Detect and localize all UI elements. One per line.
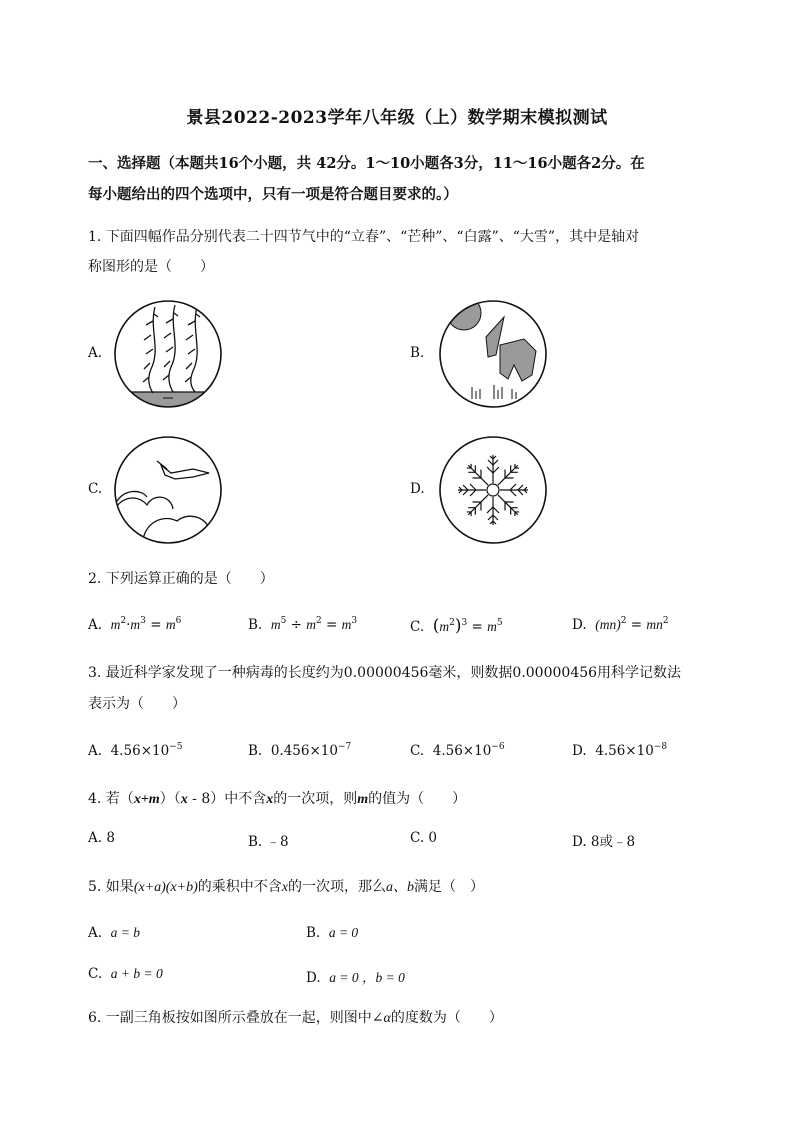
q4-stem: 4. 若（x+m）（x - 8）中不含x的一次项，则m的值为（ ） [88,791,467,807]
q5-option-a: A. a = b [88,925,141,941]
q2-option-d: D. $(mn)^2 = mn^2$ [572,616,669,633]
q3-option-b: B. $0.456\times 10^{-7}$ [248,742,352,759]
q2-stem: 2. 下列运算正确的是（ ） [88,571,274,587]
q4-option-a: A. 8 [88,830,115,846]
q4-option-d: D. 8或﹣8 [572,834,636,850]
section-heading-line2: 每小题给出的四个选项中，只有一项是符合题目要求的。） [88,186,458,203]
q1-figure-b-grain-image [438,299,548,409]
q1-option-c-label: C. [88,481,103,497]
q4-option-c: C. 0 [410,830,438,846]
q2-option-a: A. $m^2\cdot m^3 = m^6$ [88,616,182,633]
q2-option-c: C. $(m^2)^3 = m^5$ [410,616,503,636]
q5-option-d: D. a = 0 ，b = 0 [306,970,405,986]
q1-option-d-label: D. [410,481,425,497]
section-heading-line1: 一、选择题（本题共16个小题，共 42分。1～10小题各3分，11～16小题各2分。在 [88,155,645,172]
q1-figure-a-willow-image [113,299,223,409]
q3-stem-line2: 表示为（ ） [88,696,186,712]
q3-option-d: D. $4.56\times 10^{-8}$ [572,742,668,759]
q5-option-c: C. a + b = 0 [88,966,163,982]
q3-stem-line1: 3. 最近科学家发现了一种病毒的长度约为0.00000456毫米，则数据0.00000456用科学记数法 [88,665,682,681]
q1-option-b-label: B. [410,345,425,361]
q1-stem-line2: 称图形的是（ ） [88,259,214,275]
q2-option-b: B. $m^5 \div m^2 = m^3$ [248,616,358,633]
q1-figure-d-snowflake-image [438,435,548,545]
page-title: 景县2022-2023学年八年级（上）数学期末模拟测试 [186,108,608,128]
q5-option-b: B. a = 0 [306,925,359,941]
q3-option-a: A. $4.56\times 10^{-5}$ [88,742,183,759]
q1-option-a-label: A. [88,345,103,361]
q6-stem: 6. 一副三角板按如图所示叠放在一起，则图中∠α的度数为（ ） [88,1010,503,1026]
q4-option-b: B. ﹣8 [248,834,289,850]
q3-option-c: C. $4.56\times 10^{-6}$ [410,742,505,759]
q1-figure-c-bird-clouds-image [113,435,223,545]
q1-stem-line1: 1. 下面四幅作品分别代表二十四节气中的“立春”、“芒种”、“白露”、“大雪”，其中是轴对 [88,229,640,245]
q5-stem: 5. 如果(x+a)(x+b)的乘积中不含x的一次项，那么a、b满足（ ） [88,879,485,895]
